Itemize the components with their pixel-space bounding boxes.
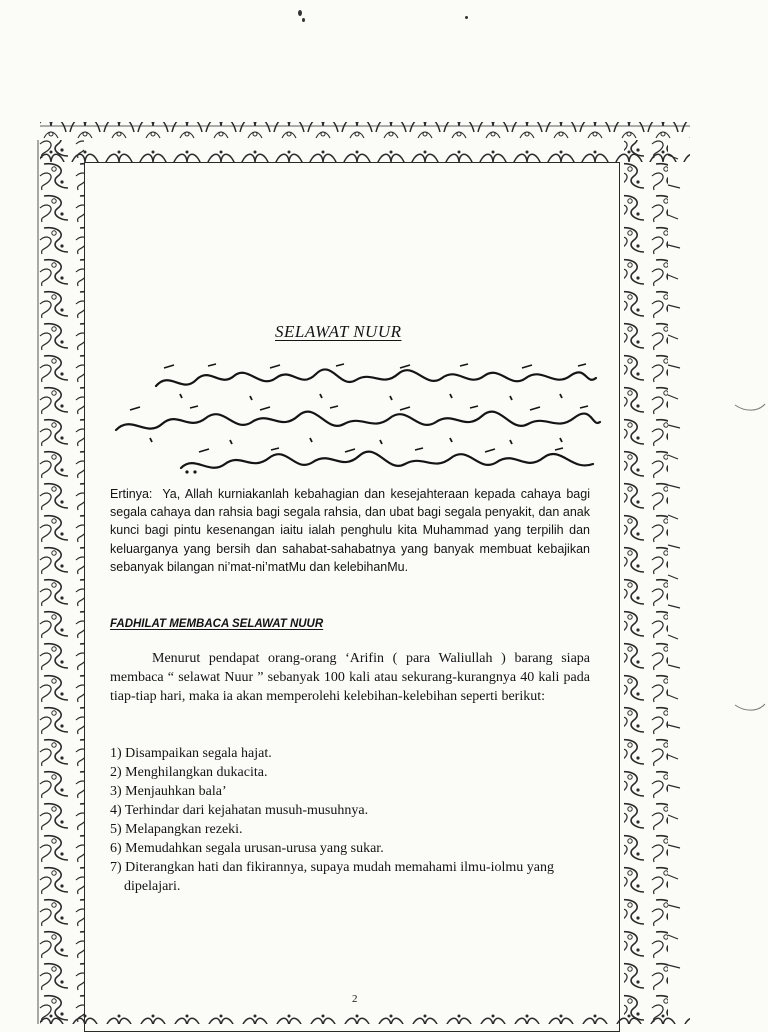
benefits-list bbox=[110, 744, 600, 896]
list-item: 6) Memudahkan segala urusan-urusa yang sukar. bbox=[110, 841, 384, 856]
list-item: 2) Menghilangkan dukacita. bbox=[110, 765, 268, 780]
arabic-prayer-line-2 bbox=[110, 402, 605, 446]
arabic-prayer-line-1 bbox=[150, 360, 600, 402]
list-item: 1) Disampaikan segala hajat. bbox=[110, 746, 272, 761]
list-item: 5) Melapangkan rezeki. bbox=[110, 822, 243, 837]
list-item: 3) Menjauhkan bala’ bbox=[110, 784, 227, 799]
translation-paragraph bbox=[110, 485, 590, 576]
arabic-prayer-line-3 bbox=[175, 446, 600, 484]
page-number: 2 bbox=[352, 993, 358, 1005]
section-heading: FADHILAT MEMBACA SELAWAT NUUR bbox=[110, 618, 324, 630]
document-title: SELAWAT NUUR bbox=[275, 322, 402, 341]
list-item: 7) Diterangkan hati dan fikirannya, supaya mudah memahami ilmu-iolmu yang dipelajari. bbox=[110, 860, 554, 894]
intro-paragraph: Menurut pendapat orang-orang ‘Arifin ( para Waliullah ) barang siapa membaca “ selawat Nuur ” sebanyak 100 kali atau sekurang-kurangnya 40 kali pada tiap-tiap hari, maka ia akan memperolehi kelebihan-kelebihan seperti berikut: bbox=[110, 651, 590, 704]
translation-text: Ya, Allah kurniakanlah kebahagian dan kesejahteraan kepada cahaya bagi segala cahaya dan rahsia bagi segala rahsia, dan ubat bagi segala penyakit, dan anak kunci bagi pintu kesenangan iaitu ialah penghulu kita Muhammad yang terpilih dan keluarganya yang bersih dan sahabat-sahabatnya yang banyak membuat kebajikan sebanyak bilangan ni’mat-ni’matMu dan kelebihanMu. bbox=[110, 487, 590, 574]
list-item: 4) Terhindar dari kejahatan musuh-musuhnya. bbox=[110, 803, 369, 818]
translation-label: Ertinya: bbox=[110, 487, 153, 501]
